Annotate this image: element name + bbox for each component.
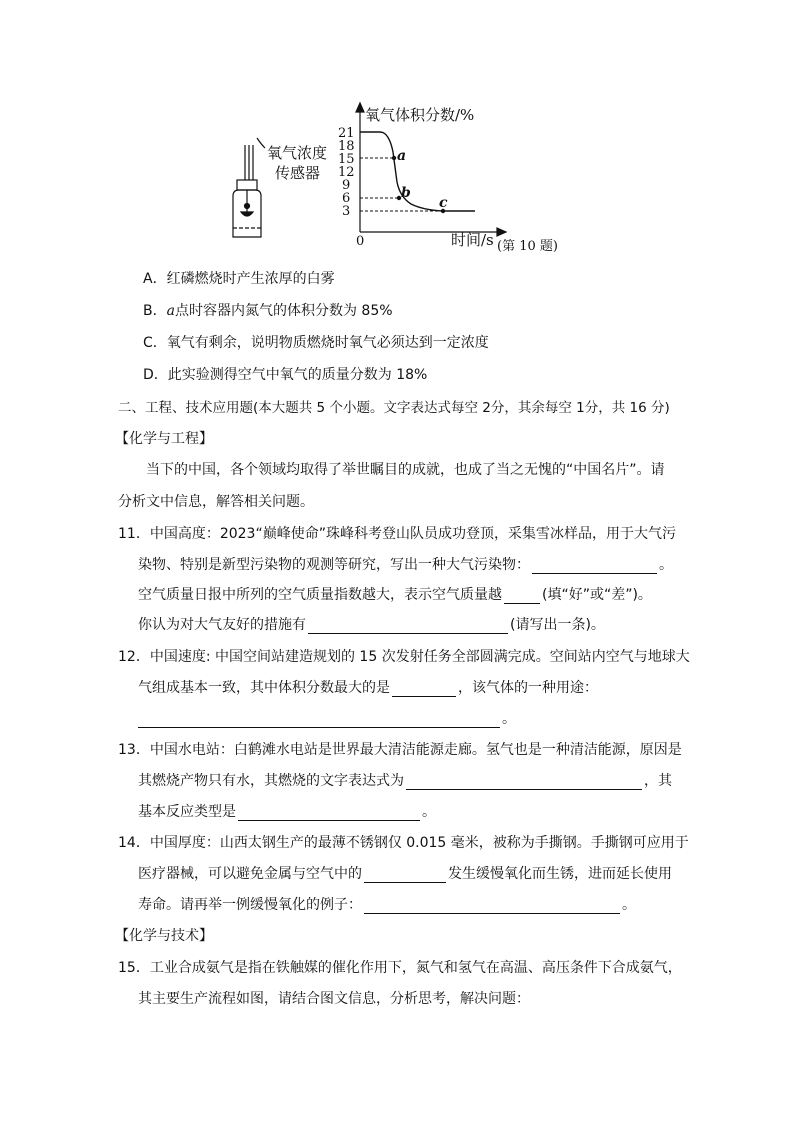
q14-line-2: [138, 863, 672, 883]
q13-line-2: [138, 770, 672, 790]
origin-label: 0: [356, 234, 365, 249]
option-c: C．氧气有剩余，说明物质燃烧时氧气必须达到一定浓度: [143, 335, 489, 351]
answer-blank[interactable]: [406, 774, 642, 790]
x-axis-label: 时间/s: [451, 231, 494, 249]
y-tick-label: 9: [342, 178, 351, 193]
intro-line-1: 当下的中国，各个领域均取得了举世瞩目的成就，也成了当之无愧的“中国名片”。请: [146, 462, 665, 478]
section-tag-engineering: 【化学与工程】: [115, 431, 213, 447]
q11-text: (请写出一条)。: [510, 617, 605, 633]
y-tick-label: 21: [338, 126, 355, 141]
option-b-text: 点时容器内氮气的体积分数为 85%: [174, 303, 393, 319]
q11-line-4: [138, 614, 605, 634]
option-d: D．此实验测得空气中氧气的质量分数为 18%: [143, 367, 428, 383]
y-tick-label: 15: [338, 152, 355, 167]
q15-line-1: 15．工业合成氨气是指在铁触媒的催化作用下，氮气和氢气在高温、高压条件下合成氨气，: [118, 960, 682, 976]
q14-text: 。: [622, 897, 636, 913]
y-axis-label: 氧气体积分数/%: [365, 106, 475, 124]
option-b: [143, 300, 393, 320]
point-c-label: c: [439, 195, 448, 211]
q14-text: 发生缓慢氧化而生锈，进而延长使用: [448, 866, 672, 882]
q14-line-1: 14．中国厚度：山西太钢生产的最薄不锈钢仅 0.015 毫米，被称为手撕钢。手撕钢可应用于: [118, 835, 689, 851]
point-a-label: a: [397, 148, 407, 164]
q14-text: 寿命。请再举一例缓慢氧化的例子：: [138, 897, 362, 913]
answer-blank[interactable]: [308, 618, 508, 634]
answer-blank[interactable]: [138, 712, 500, 728]
answer-blank[interactable]: [238, 805, 420, 821]
option-a: A．红磷燃烧时产生浓厚的白雾: [143, 271, 335, 287]
q11-text: 。: [659, 557, 673, 573]
oxygen-curve: [360, 132, 475, 211]
gas-bottle-icon: [233, 138, 265, 237]
question-10-figure: [225, 100, 570, 255]
answer-blank[interactable]: [364, 867, 446, 883]
answer-blank[interactable]: [532, 558, 657, 574]
q11-line-2: [138, 554, 673, 574]
q13-text: 其燃烧产物只有水，其燃烧的文字表达式为: [138, 773, 404, 789]
sensor-label-line2: 传感器: [275, 164, 321, 182]
point-b-label: b: [401, 185, 411, 201]
section-2-title: 二、工程、技术应用题(本大题共 5 个小题。文字表达式每空 2分，其余每空 1分，共 16 分): [118, 400, 670, 416]
figure-caption: (第 10 题): [497, 239, 558, 254]
answer-blank[interactable]: [392, 681, 456, 697]
q14-text: 医疗器械，可以避免金属与空气中的: [138, 866, 362, 882]
q15-line-2: 其主要生产流程如图，请结合图文信息，分析思考，解决问题：: [138, 991, 530, 1007]
y-tick-label: 18: [338, 139, 355, 154]
q11-text: 你认为对大气友好的措施有: [138, 617, 306, 633]
q12-line-1: 12．中国速度: 中国空间站建造规划的 15 次发射任务全部圆满完成。空间站内空气与地球大: [118, 649, 690, 665]
q11-text: 空气质量日报中所列的空气质量指数越大，表示空气质量越: [138, 587, 502, 603]
answer-blank[interactable]: [504, 588, 540, 604]
q11-line-3: [138, 584, 652, 604]
y-tick-label: 12: [338, 165, 355, 180]
answer-blank[interactable]: [364, 898, 620, 914]
y-tick-label: 6: [342, 191, 351, 206]
q13-text: ，其: [644, 773, 672, 789]
option-b-italic: a: [166, 303, 175, 319]
q11-text: 染物、特别是新型污染物的观测等研究，写出一种大气污染物：: [138, 557, 530, 573]
y-tick-label: 3: [342, 204, 351, 219]
q12-text: ，该气体的一种用途：: [458, 680, 598, 696]
q12-line-3: [138, 708, 516, 728]
q11-line-1: 11．中国高度：2023“巅峰使命”珠峰科考登山队员成功登顶，采集雪冰样品，用于大气污: [118, 526, 676, 542]
intro-line-2: 分析文中信息，解答相关问题。: [118, 494, 314, 510]
q13-line-3: [138, 801, 436, 821]
q13-text: 基本反应类型是: [138, 804, 236, 820]
q11-text: (填“好”或“差”)。: [542, 587, 652, 603]
q12-text: 。: [502, 711, 516, 727]
q14-line-3: [138, 894, 636, 914]
sensor-label-line1: 氧气浓度: [267, 144, 328, 162]
q13-text: 。: [422, 804, 436, 820]
q12-line-2: [138, 677, 598, 697]
point-a-marker: [392, 156, 396, 160]
q13-line-1: 13．中国水电站：白鹤滩水电站是世界最大清洁能源走廊。氢气也是一种清洁能源，原因是: [118, 742, 682, 758]
option-b-prefix: B．: [143, 303, 167, 319]
section-tag-technology: 【化学与技术】: [115, 928, 213, 944]
q12-text: 气组成基本一致，其中体积分数最大的是: [138, 680, 390, 696]
